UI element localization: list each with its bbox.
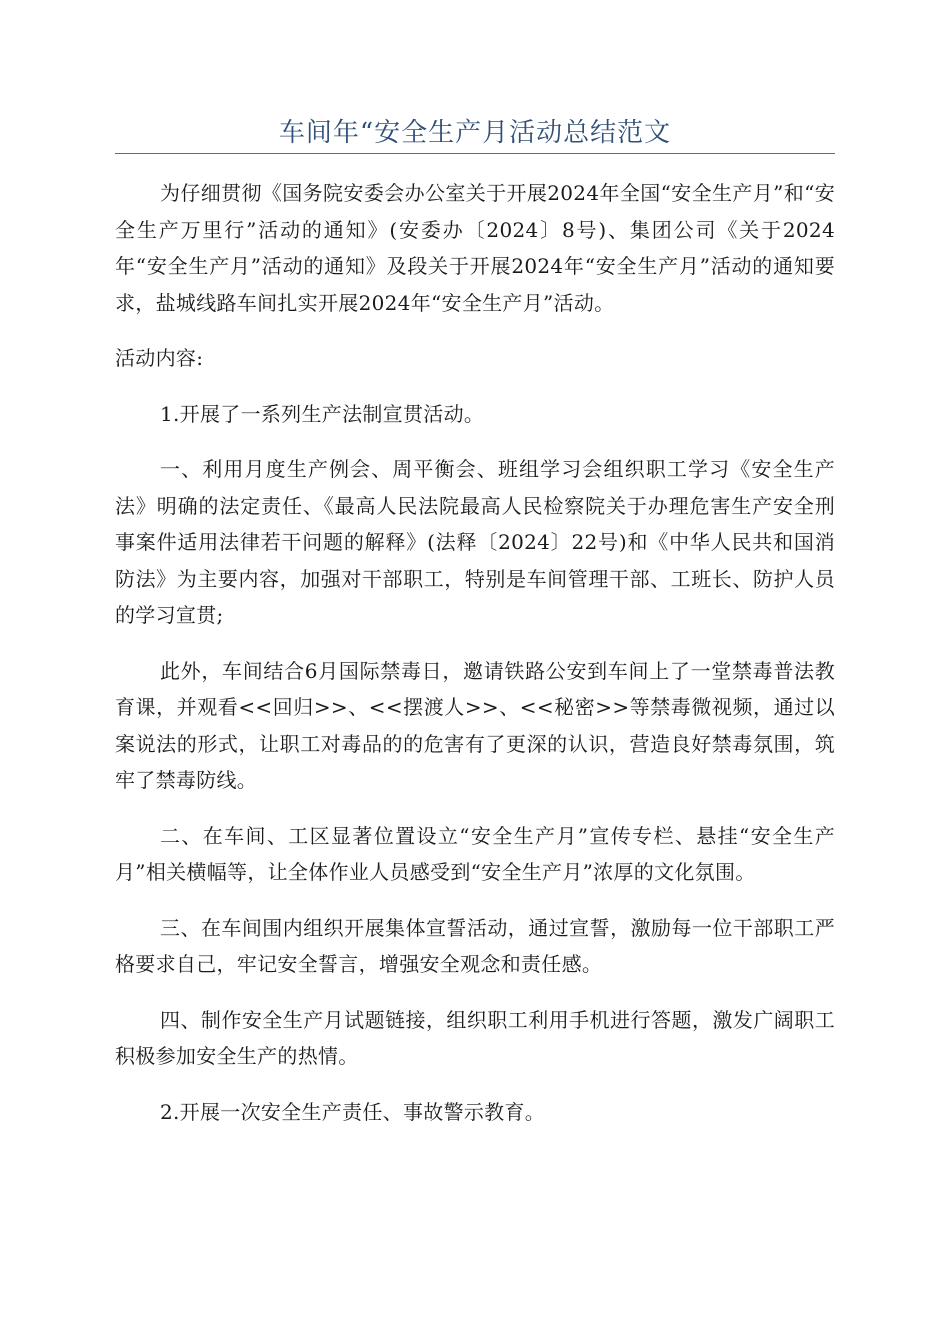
document-body: [115, 175, 835, 1149]
paragraph-intro: 为仔细贯彻《国务院安委会办公室关于开展2024年全国“安全生产月”和“安全生产万里行”活动的通知》(安委办〔2024〕8号)、集团公司《关于2024年“安全生产月”活动的通知》及段关于开展2024年“安全生产月”活动的通知要求，盐城线路车间扎实开展2024年“安全生产月”活动。: [115, 181, 835, 315]
paragraph-point-two: 二、在车间、工区显著位置设立“安全生产月”宣传专栏、悬挂“安全生产月”相关横幅等，让全体作业人员感受到“安全生产月”浓厚的文化氛围。: [115, 823, 835, 884]
title-underline: [115, 153, 835, 154]
paragraph-item-1: 1.开展了一系列生产法制宣贯活动。: [160, 401, 485, 426]
paragraph-point-four: 四、制作安全生产月试题链接，组织职工利用手机进行答题，激发广阔职工积极参加安全生产的热情。: [115, 1007, 835, 1068]
paragraph-anti-drug: 此外，车间结合6月国际禁毒日，邀请铁路公安到车间上了一堂禁毒普法教育课，并观看<<回归>>、<<摆渡人>>、<<秘密>>等禁毒微视频，通过以案说法的形式，让职工对毒品的的危害有了更深的认识，营造良好禁毒氛围，筑牢了禁毒防线。: [115, 658, 835, 792]
paragraph-point-one: 一、利用月度生产例会、周平衡会、班组学习会组织职工学习《安全生产法》明确的法定责任、《最高人民法院最高人民检察院关于办理危害生产安全刑事案件适用法律若干问题的解释》(法释〔2024〕22号)和《中华人民共和国消防法》为主要内容，加强对干部职工，特别是车间管理干部、工班长、防护人员的学习宣贯;: [115, 457, 835, 627]
paragraph-item-2: 2.开展一次安全生产责任、事故警示教育。: [160, 1099, 546, 1124]
document-title: 车间年“安全生产月活动总结范文: [278, 118, 672, 148]
paragraph-point-three: 三、在车间围内组织开展集体宣誓活动，通过宣誓，激励每一位干部职工严格要求自己，牢记安全誓言，增强安全观念和责任感。: [115, 915, 835, 976]
paragraph-activity-heading: 活动内容:: [115, 346, 204, 370]
